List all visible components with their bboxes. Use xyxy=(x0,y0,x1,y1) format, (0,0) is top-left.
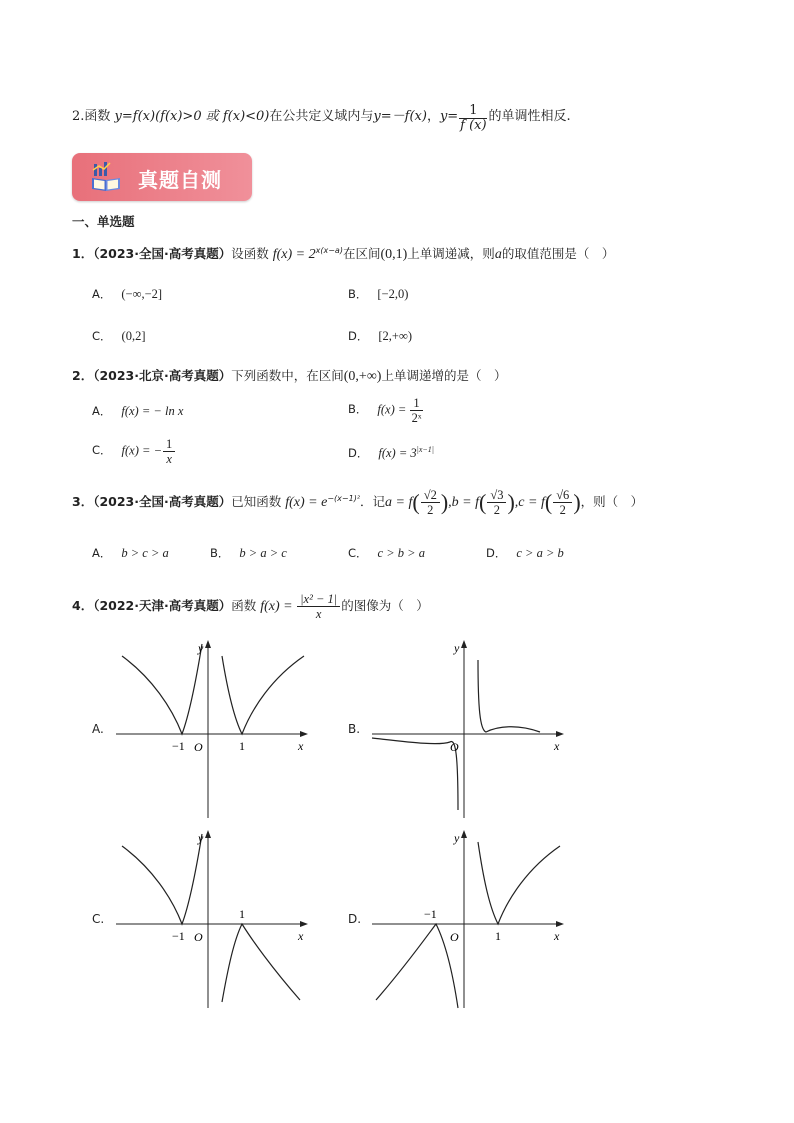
q3-option-b[interactable] xyxy=(210,545,287,561)
q3-c-pre: ,c = f xyxy=(514,495,545,510)
option-text: (−∞,−2] xyxy=(121,287,163,301)
q1-text-b: 在区间 xyxy=(342,246,381,261)
q3-option-a[interactable] xyxy=(92,545,169,561)
graph-x-label: x xyxy=(554,739,560,753)
q3-c-frac xyxy=(553,488,572,517)
q1-func: f(x) = 2 xyxy=(272,247,316,262)
q3-option-c[interactable] xyxy=(348,545,425,561)
q1-text-a: 设函数 xyxy=(231,246,269,261)
note-expr2: y=－f(x) xyxy=(373,109,427,124)
q4-fraction xyxy=(297,592,340,621)
book-chart-icon xyxy=(90,160,124,194)
q2-source: （2023·北京·高考真题） xyxy=(93,368,232,383)
option-label: C． xyxy=(92,329,112,343)
graph-origin: O xyxy=(450,930,459,944)
graph-tick-neg1: −1 xyxy=(172,739,185,753)
q4-text-b: 的图像为（ ） xyxy=(341,598,429,613)
q3-source: （2023·全国·高考真题） xyxy=(93,494,232,509)
option-label: B． xyxy=(210,546,230,560)
q1-exp: x(x−a) xyxy=(315,245,343,255)
q1-source: （2023·全国·高考真题） xyxy=(93,246,232,261)
option-label: D． xyxy=(348,446,369,461)
option-label: B． xyxy=(348,287,368,301)
graph-tick-neg1: −1 xyxy=(172,929,185,943)
option-text: f(x) = 3 xyxy=(378,446,417,461)
q2-option-a[interactable] xyxy=(92,403,183,419)
section-banner xyxy=(72,153,252,201)
option-label: D． xyxy=(486,546,507,560)
graph-c[interactable] xyxy=(112,828,312,1010)
section-heading: 一、单选题 xyxy=(72,214,135,229)
option-text: [−2,0) xyxy=(377,287,409,301)
q2-option-c[interactable] xyxy=(92,437,176,466)
note-expr3: y= xyxy=(439,109,459,124)
option-fraction xyxy=(163,437,175,466)
q3-a-pre: a = f xyxy=(385,495,413,510)
option-text: f(x) = − ln x xyxy=(121,404,184,418)
q3-text-b: ．记 xyxy=(360,494,386,509)
option-label: A． xyxy=(92,404,112,418)
graph-y-label: y xyxy=(198,831,204,845)
q2-option-d[interactable] xyxy=(348,445,434,461)
q1-option-a[interactable] xyxy=(92,286,162,302)
option-exp: |x−1| xyxy=(416,445,434,454)
graph-b[interactable] xyxy=(368,638,568,820)
q3-a-frac xyxy=(421,488,440,517)
option-text: b > a > c xyxy=(239,546,287,560)
option-pre: f(x) = xyxy=(377,402,410,417)
graph-tick-pos1: 1 xyxy=(239,907,245,921)
option-fraction xyxy=(410,396,422,425)
graph-x-label: x xyxy=(298,739,304,753)
q1-option-c[interactable] xyxy=(92,328,145,344)
note-comma: ， xyxy=(426,109,440,124)
note-frac-den: f (x) xyxy=(460,118,487,133)
graph-y-label: y xyxy=(454,641,460,655)
question-4 xyxy=(72,592,429,621)
q4-source: （2022·天津·高考真题） xyxy=(93,598,232,613)
option-label: B． xyxy=(348,402,368,417)
q4-num: 4． xyxy=(72,598,94,613)
option-label: D． xyxy=(348,329,369,343)
question-1 xyxy=(72,244,614,263)
option-text: [2,+∞) xyxy=(378,329,413,343)
graph-tick-neg1: −1 xyxy=(424,907,437,921)
option-pre: f(x) = − xyxy=(121,443,162,458)
graph-tick-pos1: 1 xyxy=(239,739,245,753)
q1-option-b[interactable] xyxy=(348,286,408,302)
frac-den: 2 xyxy=(559,503,566,517)
q1-text-c: 上单调递减，则 xyxy=(407,246,495,261)
option-label: C． xyxy=(348,546,368,560)
q1-option-d[interactable] xyxy=(348,328,412,344)
banner-title: 真题自测 xyxy=(138,168,222,192)
frac-den: 2 xyxy=(493,503,501,517)
q3-text-a: 已知函数 xyxy=(231,494,282,509)
note-frac-num: 1 xyxy=(459,104,487,119)
note-fraction xyxy=(459,104,487,133)
q3-option-d[interactable] xyxy=(486,545,564,561)
question-2 xyxy=(72,366,506,385)
q3-num: 3． xyxy=(72,494,94,509)
q2-num: 2． xyxy=(72,368,94,383)
q3-exp: −(x−1)² xyxy=(327,493,361,503)
graph-c-label[interactable]: C. xyxy=(92,912,105,926)
q4-text-a: 函数 xyxy=(231,598,257,613)
frac-den: 2 xyxy=(427,503,434,517)
q1-interval: (0,1) xyxy=(380,247,408,262)
option-label: A． xyxy=(92,287,112,301)
graph-x-label: x xyxy=(298,929,304,943)
frac-den: x xyxy=(166,452,172,466)
graph-a-label[interactable]: A. xyxy=(92,722,104,736)
option-label: A． xyxy=(92,546,112,560)
option-text: c > b > a xyxy=(377,546,425,560)
frac-num: √6 xyxy=(553,488,572,503)
q3-b-frac xyxy=(487,488,506,517)
option-text: (0,2] xyxy=(121,329,146,343)
option-text: c > a > b xyxy=(516,546,564,560)
graph-a[interactable] xyxy=(112,638,312,820)
q2-option-b[interactable] xyxy=(348,396,424,425)
q4-func: f(x) = xyxy=(260,599,297,614)
frac-den: 2ˣ xyxy=(411,411,422,425)
graph-x-label: x xyxy=(554,929,560,943)
q2-interval: (0,+∞) xyxy=(343,369,382,384)
note-2 xyxy=(72,104,571,133)
frac-num: 1 xyxy=(163,437,175,452)
q3-func: f(x) = e xyxy=(285,495,328,510)
q3-text-c: ，则（ ） xyxy=(580,494,644,509)
frac-num: |x² − 1| xyxy=(297,592,340,607)
frac-num: 1 xyxy=(410,396,422,411)
graph-tick-pos1: 1 xyxy=(495,929,501,943)
q2-text-a: 下列函数中，在区间 xyxy=(231,368,344,383)
question-3: 3．（2023·全国·高考真题）已知函数 $f(x) = e^{-(x-1)^2}$．记a = f( $\frac{√2}{2}$ ),b = f( $\frac{√3}{2}$ ),c = f( $\frac{√6}{2}$ )，则（ ） xyxy=(72,488,644,517)
graph-d-label[interactable]: D. xyxy=(348,912,362,926)
graph-y-label: y xyxy=(198,641,204,655)
note-mid: 在公共定义域内与 xyxy=(269,109,374,124)
option-text: b > c > a xyxy=(121,546,169,560)
q1-text-d: 的取值范围是（ ） xyxy=(501,246,615,261)
q1-var: a xyxy=(494,247,502,262)
option-label: C． xyxy=(92,443,112,458)
q2-text-b: 上单调递增的是（ ） xyxy=(381,368,507,383)
graph-b-label[interactable]: B. xyxy=(348,722,361,736)
q3-b-pre: ,b = f xyxy=(448,495,480,510)
graph-origin: O xyxy=(450,740,459,754)
frac-num: √3 xyxy=(487,488,506,503)
note-prefix: 2.函数 xyxy=(72,109,115,124)
graph-d[interactable] xyxy=(368,828,568,1010)
q1-num: 1． xyxy=(72,246,94,261)
graph-origin: O xyxy=(194,740,203,754)
graph-y-label: y xyxy=(454,831,460,845)
graph-origin: O xyxy=(194,930,203,944)
frac-num: √2 xyxy=(421,488,440,503)
frac-den: x xyxy=(315,607,322,621)
note-suffix: 的单调性相反. xyxy=(488,109,571,124)
note-expr1: y=f(x)(f(x)>0 或 f(x)<0) xyxy=(114,109,270,124)
